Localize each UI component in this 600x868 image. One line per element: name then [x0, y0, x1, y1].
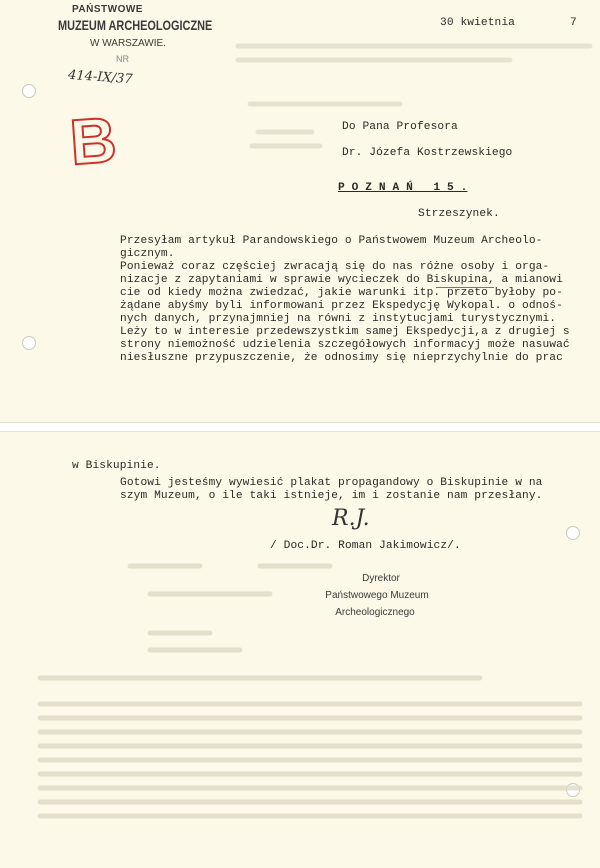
body-line: Leży to w interesie przedewszystkim samej Ekspedycji,a z drugiej s [120, 326, 570, 338]
director-stamp-line-3: Archeologicznego [335, 607, 415, 618]
addressee-greeting: Strzeszynek. [418, 208, 500, 220]
letter-date: 30 kwietnia [440, 17, 515, 29]
body-line: niesłuszne przypuszczenie, że odnosimy się nieprzychylnie do prac [120, 352, 563, 364]
signature-line: / Doc.Dr. Roman Jakimowicz/. [270, 540, 461, 552]
body-line: Przesyłam artykuł Parandowskiego o Państwowem Muzeum Archeolo- [120, 235, 543, 247]
body-line: strony niemożność udzielenia szczegółowych informacyj może nasuwać [120, 339, 570, 351]
body-line: Ponieważ coraz częściej zwracają się do nas różne osoby i orga- [120, 261, 550, 273]
body-line: szym Muzeum, o ile taki istnieje, im i zostanie nam przesłany. [120, 490, 543, 502]
stamp-line-3: W WARSZAWIE. [90, 38, 166, 49]
stamp-line-2: MUZEUM ARCHEOLOGICZNE [58, 17, 213, 33]
page-number: 7 [570, 17, 577, 29]
underline-mark [436, 287, 494, 288]
body-line: gicznym. [120, 248, 175, 260]
addressee-line-1: Do Pana Profesora [342, 121, 458, 133]
body-line: nizacje z zapytaniami w sprawie wycieczek do Biskupina, a mianowi [120, 274, 563, 286]
handwritten-initials: R.J. [332, 506, 370, 531]
body-line: w Biskupinie. [72, 460, 161, 472]
body-line: nych danych, przynajmniej na równi z instytucjami turystycznymi. [120, 313, 557, 325]
director-stamp-line-2: Państwowego Muzeum [325, 590, 429, 601]
addressee-line-2: Dr. Józefa Kostrzewskiego [342, 147, 513, 159]
handwritten-file-number: 414-IX/37 [67, 67, 133, 88]
body-line: cie od kiedy można zwiedzać, jakie warunki itp. przeto byłoby po- [120, 287, 563, 299]
stamp-nr: NR [116, 54, 129, 64]
stamp-line-1: PAŃSTWOWE [72, 4, 143, 15]
body-line: żądane abyśmy byli informowani przez Ekspedycję Wykopal. o odnoś- [120, 300, 563, 312]
body-line: Gotowi jesteśmy wywiesić plakat propagandowy o Biskupinie w na [120, 477, 543, 489]
director-stamp-line-1: Dyrektor [362, 573, 400, 584]
addressee-city: P O Z N A Ń 1 5 . [338, 182, 468, 194]
red-letter-mark: B [67, 103, 119, 179]
